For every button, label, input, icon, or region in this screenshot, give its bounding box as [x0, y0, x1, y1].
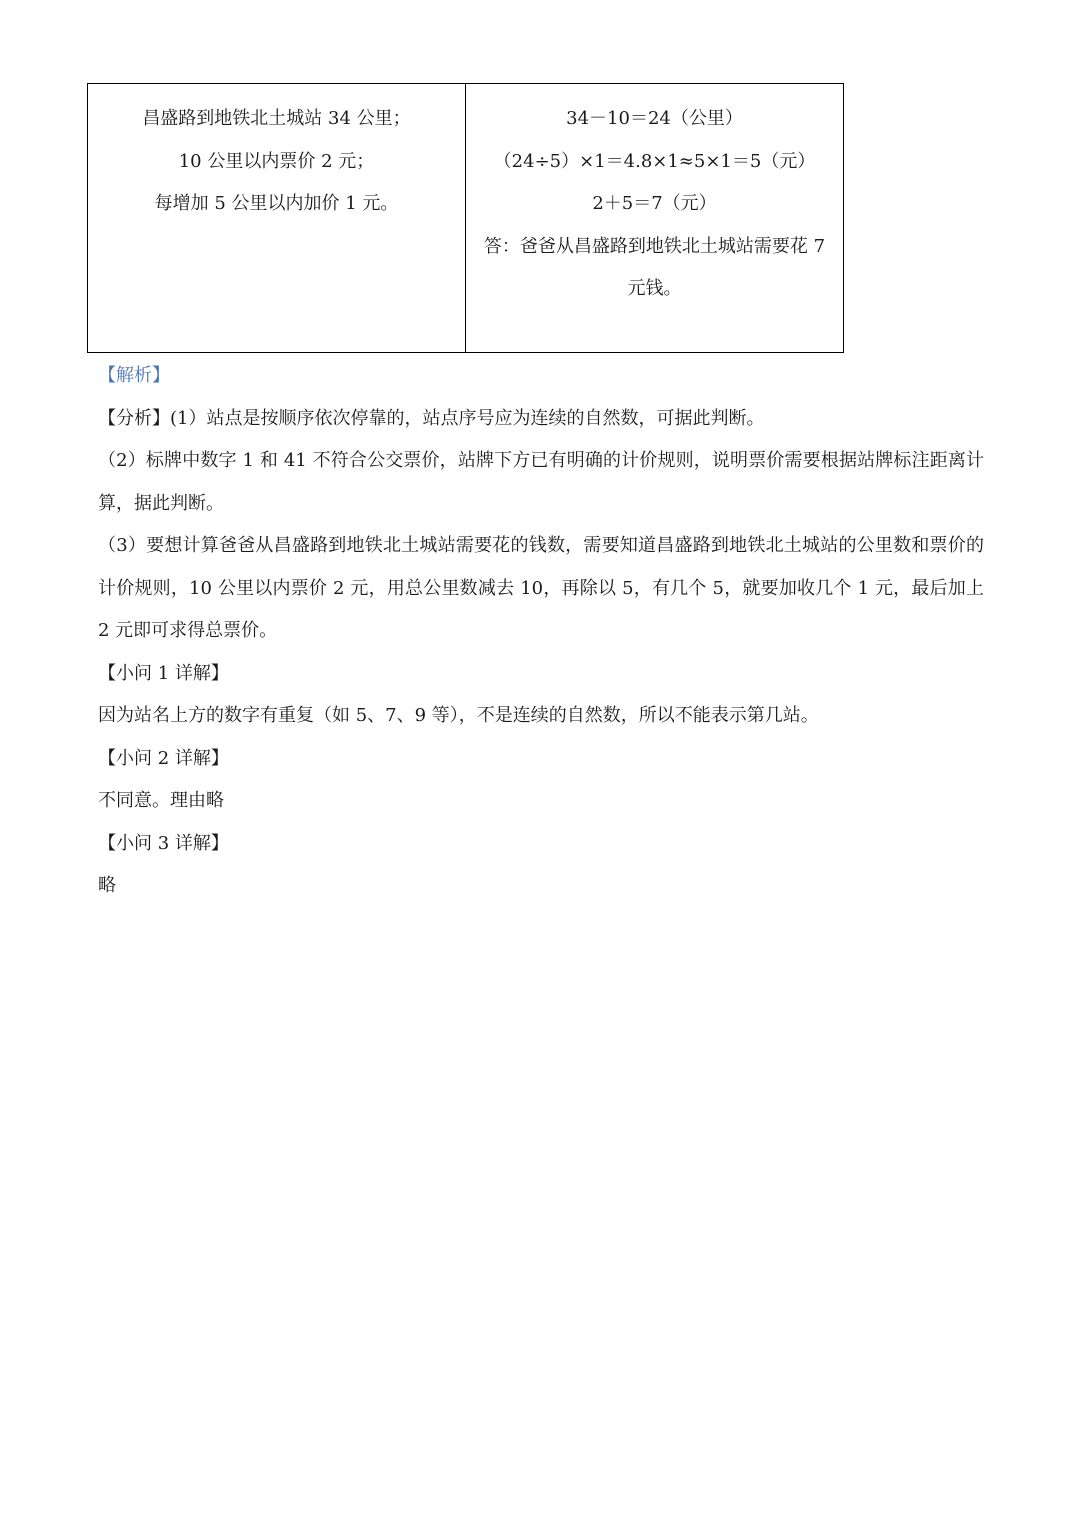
- q2-answer: 不同意。理由略: [98, 790, 224, 811]
- q3-title: 【小问 3 详解】: [98, 832, 229, 854]
- given-line-2: 10 公里以内票价 2 元；: [178, 150, 375, 172]
- calc-answer: 答：爸爸从昌盛路到地铁北土城站需要花 7 元钱。: [483, 235, 826, 299]
- analysis-section: [98, 355, 984, 908]
- analysis-label: 【解析】: [98, 365, 170, 386]
- calc-line-3: 2＋5＝7（元）: [592, 193, 717, 214]
- calc-line-1: 34－10＝24（公里）: [566, 108, 743, 129]
- q3-answer: 略: [98, 875, 116, 896]
- table-row: [88, 84, 844, 353]
- calc-line-2: （24÷5）×1＝4.8×1≈5×1＝5（元）: [493, 150, 816, 172]
- analysis-point-2: （2）标牌中数字 1 和 41 不符合公交票价，站牌下方已有明确的计价规则，说明票价需要根据站牌标注距离计算，据此判断。: [98, 450, 984, 514]
- given-line-3: 每增加 5 公里以内加价 1 元。: [154, 193, 399, 214]
- q1-title: 【小问 1 详解】: [98, 662, 229, 684]
- table-cell-calculation: [466, 84, 844, 353]
- analysis-point-3: （3）要想计算爸爸从昌盛路到地铁北土城站需要花的钱数，需要知道昌盛路到地铁北土城站的公里数和票价的计价规则，10 公里以内票价 2 元，用总公里数减去 10，再除以 5，有几个 5，就要加收几个 1 元，最后加上 2 元即可求得总票价。: [98, 535, 984, 641]
- given-line-1: 昌盛路到地铁北土城站 34 公里；: [142, 108, 411, 129]
- table-cell-given: [88, 84, 466, 353]
- answer-table: [87, 83, 844, 353]
- analysis-point-1: 【分析】(1）站点是按顺序依次停靠的，站点序号应为连续的自然数，可据此判断。: [98, 407, 765, 429]
- q1-answer: 因为站名上方的数字有重复（如 5、7、9 等），不是连续的自然数，所以不能表示第几站。: [98, 705, 819, 726]
- q2-title: 【小问 2 详解】: [98, 747, 229, 769]
